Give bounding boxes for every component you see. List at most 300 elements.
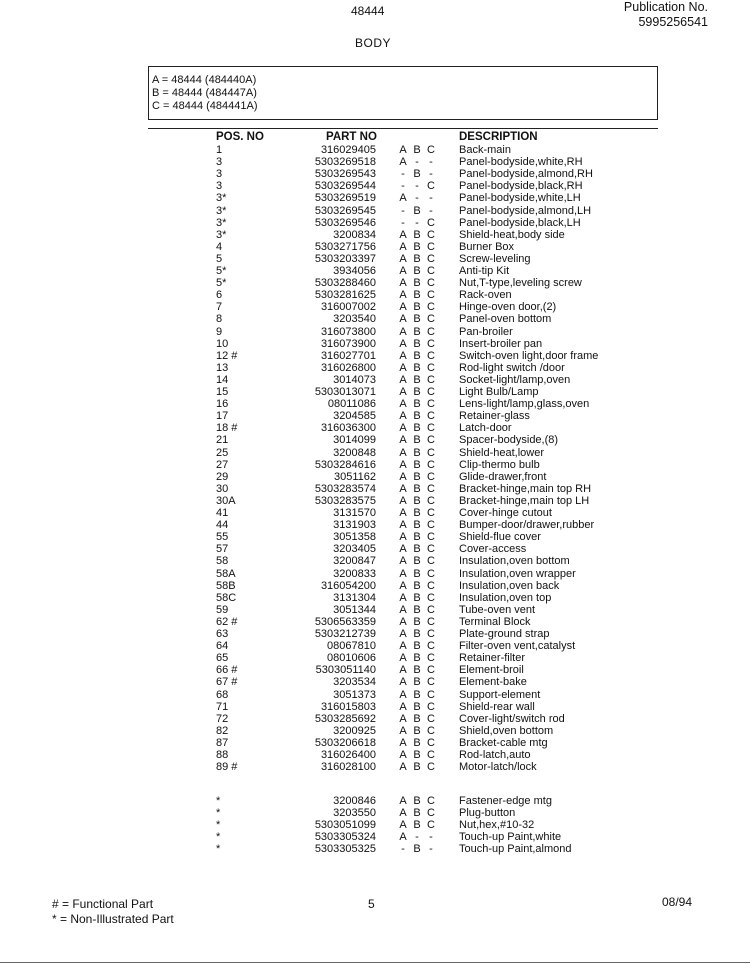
model-codes <box>396 229 440 241</box>
part-description: Insulation,oven wrapper <box>459 567 576 580</box>
part-description: Filter-oven vent,catalyst <box>459 640 576 653</box>
table-row <box>0 519 750 531</box>
part-number: 5303269543 <box>314 168 376 181</box>
part-number: 5303269545 <box>314 204 376 217</box>
model-code-a: A <box>399 531 407 544</box>
part-description: Shield-heat,lower <box>459 446 544 459</box>
column-header-pos: POS. NO <box>216 131 264 143</box>
part-number: 5303269518 <box>314 156 376 169</box>
part-number: 5306563359 <box>314 615 376 628</box>
position-number: 8 <box>216 313 223 326</box>
model-code-c: C <box>427 543 435 556</box>
model-code-a: A <box>399 252 407 265</box>
model-code-b: B <box>413 458 421 471</box>
model-code-a: A <box>399 337 407 350</box>
model-code-c: C <box>427 216 435 229</box>
model-code-b: B <box>413 228 421 241</box>
part-number: 3203540 <box>333 313 376 326</box>
part-number: 3131570 <box>333 507 376 519</box>
model-codes <box>396 652 440 664</box>
part-description: Plug-button <box>459 807 516 820</box>
model-code-b: B <box>413 688 421 701</box>
part-number: 5303013071 <box>314 386 376 398</box>
part-number: 316027701 <box>320 349 376 362</box>
part-number: 3200848 <box>333 446 376 459</box>
part-description: Screw-leveling <box>459 252 531 265</box>
model-code-b: B <box>413 265 421 277</box>
model-codes <box>396 362 440 374</box>
part-number: 3200834 <box>333 228 376 241</box>
model-legend-line: C = 48444 (484441A) <box>152 100 258 112</box>
position-number: 68 <box>216 688 229 701</box>
table-row <box>0 713 750 725</box>
part-description: Bracket-hinge,main top RH <box>459 482 592 495</box>
model-code-b: B <box>413 240 421 253</box>
model-code-b: B <box>413 531 421 544</box>
column-header-part: PART NO <box>326 131 377 143</box>
model-code-b: B <box>413 410 421 423</box>
part-number: 5303283575 <box>314 494 376 507</box>
part-number: 5303212739 <box>314 628 376 640</box>
part-number: 5303281625 <box>314 289 376 302</box>
model-code-b: B <box>413 289 421 302</box>
model-codes <box>396 180 440 192</box>
model-code-c: C <box>427 301 435 314</box>
model-codes <box>396 604 440 616</box>
model-code-c: C <box>427 724 435 737</box>
part-description: Spacer-bodyside,(8) <box>459 434 559 447</box>
model-code-b: B <box>413 144 421 156</box>
table-row <box>0 807 750 819</box>
part-number: 5303284616 <box>314 458 376 471</box>
model-code-a: A <box>399 543 407 556</box>
model-code-b: B <box>413 676 421 689</box>
position-number: * <box>216 819 221 832</box>
table-row <box>0 495 750 507</box>
model-code-c: C <box>427 325 435 338</box>
model-code-a: A <box>399 749 407 761</box>
table-row <box>0 180 750 192</box>
part-description: Insulation,oven top <box>459 591 552 604</box>
position-number: 58 <box>216 555 229 568</box>
model-codes <box>396 386 440 398</box>
position-number: 3 <box>216 156 223 169</box>
part-description: Bracket-cable mtg <box>459 736 548 749</box>
model-code-b: B <box>413 301 421 314</box>
model-code-c: C <box>427 494 435 507</box>
part-number: 3051373 <box>333 688 376 701</box>
table-row <box>0 459 750 471</box>
table-row <box>0 313 750 325</box>
part-description: Latch-door <box>459 422 512 435</box>
model-code-a: A <box>399 712 407 725</box>
table-row <box>0 761 750 773</box>
model-legend-line: A = 48444 (484440A) <box>152 74 257 86</box>
model-codes <box>396 664 440 676</box>
model-code-a: A <box>399 373 407 386</box>
table-row <box>0 580 750 592</box>
model-code-c: C <box>427 361 435 374</box>
model-code-c: C <box>427 410 435 423</box>
model-code-c: C <box>427 398 435 411</box>
model-code-b: B <box>413 628 421 640</box>
part-description: Tube-oven vent <box>459 603 536 616</box>
part-number: 5303285692 <box>314 712 376 725</box>
model-code-a: A <box>399 652 407 665</box>
model-codes <box>396 507 440 519</box>
part-description: Anti-tip Kit <box>459 265 510 277</box>
part-description: Back-main <box>459 144 511 156</box>
model-legend-box <box>148 66 658 120</box>
position-number: 59 <box>216 603 229 616</box>
position-number: 5 <box>216 252 223 265</box>
model-code-a: A <box>399 398 407 411</box>
table-top-rule <box>148 128 658 129</box>
model-legend-line: B = 48444 (484447A) <box>152 87 257 99</box>
table-row <box>0 652 750 664</box>
model-code-a: A <box>399 579 407 592</box>
model-code-a: A <box>399 567 407 580</box>
part-description: Bumper-door/drawer,rubber <box>459 519 595 532</box>
model-codes <box>396 628 440 640</box>
part-number: 316026400 <box>320 749 376 761</box>
model-codes <box>396 543 440 555</box>
model-codes <box>396 689 440 701</box>
table-row <box>0 192 750 204</box>
model-code-c: C <box>427 337 435 350</box>
model-codes <box>396 580 440 592</box>
position-number: 25 <box>216 446 229 459</box>
model-code-b: B <box>413 603 421 616</box>
part-description: Support-element <box>459 688 541 701</box>
part-number: 3014099 <box>333 434 376 447</box>
part-number: 3051344 <box>333 603 376 616</box>
model-code-b: B <box>413 446 421 459</box>
part-description: Nut,hex,#10-32 <box>459 819 535 832</box>
model-code-a: A <box>399 410 407 423</box>
position-number: 6 <box>216 289 223 302</box>
table-row <box>0 592 750 604</box>
model-code-c: - <box>429 156 433 169</box>
part-number: 5303283574 <box>314 482 376 495</box>
model-code-a: A <box>399 386 407 398</box>
position-number: 41 <box>216 507 229 519</box>
model-code-a: A <box>399 240 407 253</box>
model-code-a: A <box>399 422 407 435</box>
table-row <box>0 737 750 749</box>
model-code-c: C <box>427 458 435 471</box>
part-description: Rod-light switch /door <box>459 361 565 374</box>
section-title: BODY <box>355 36 392 50</box>
model-codes <box>396 301 440 313</box>
part-description: Rack-oven <box>459 289 512 302</box>
position-number: 18 # <box>216 422 238 435</box>
table-row <box>0 568 750 580</box>
table-row <box>0 725 750 737</box>
part-description: Socket-light/lamp,oven <box>459 373 571 386</box>
table-row <box>0 749 750 761</box>
table-row <box>0 555 750 567</box>
part-description: Shield-flue cover <box>459 531 541 544</box>
position-number: 67 # <box>216 676 238 689</box>
position-number: 55 <box>216 531 229 544</box>
position-number: 3 <box>216 180 223 193</box>
model-code-c: C <box>427 422 435 435</box>
model-code-a: A <box>399 265 407 277</box>
model-codes <box>396 422 440 434</box>
position-number: 29 <box>216 470 229 483</box>
model-codes <box>396 398 440 410</box>
model-code-a: A <box>399 349 407 362</box>
table-row <box>0 410 750 422</box>
part-number: 316029405 <box>320 144 376 156</box>
position-number: 64 <box>216 640 229 653</box>
position-number: 44 <box>216 519 229 532</box>
model-code-b: B <box>413 361 421 374</box>
part-description: Element-bake <box>459 676 527 689</box>
model-code-a: A <box>399 724 407 737</box>
model-codes <box>396 713 440 725</box>
position-number: 3* <box>216 216 227 229</box>
model-number: 48444 <box>351 4 385 18</box>
model-code-c: C <box>427 349 435 362</box>
table-row <box>0 386 750 398</box>
model-code-b: B <box>413 313 421 326</box>
part-description: Touch-up Paint,almond <box>459 843 572 856</box>
part-description: Rod-latch,auto <box>459 749 531 761</box>
model-code-c: C <box>427 736 435 749</box>
model-code-c: C <box>427 591 435 604</box>
model-codes <box>396 807 440 819</box>
table-row <box>0 843 750 855</box>
model-codes <box>396 277 440 289</box>
position-number: 5* <box>216 265 227 277</box>
model-codes <box>396 350 440 362</box>
model-codes <box>396 144 440 156</box>
position-number: 4 <box>216 240 223 253</box>
model-code-a: - <box>401 168 405 181</box>
part-description: Insulation,oven back <box>459 579 560 592</box>
model-code-c: C <box>427 640 435 653</box>
model-code-c: C <box>427 615 435 628</box>
position-number: 30 <box>216 482 229 495</box>
model-code-a: - <box>401 216 405 229</box>
model-code-a: A <box>399 482 407 495</box>
model-codes <box>396 156 440 168</box>
part-description: Terminal Block <box>459 615 531 628</box>
model-code-b: - <box>415 192 419 205</box>
table-row <box>0 628 750 640</box>
model-code-a: A <box>399 507 407 519</box>
model-code-b: B <box>413 277 421 290</box>
part-description: Retainer-glass <box>459 410 530 423</box>
model-code-b: B <box>413 749 421 761</box>
position-number: 65 <box>216 652 229 665</box>
model-code-b: B <box>413 555 421 568</box>
model-code-b: B <box>413 579 421 592</box>
model-codes <box>396 168 440 180</box>
position-number: 3* <box>216 204 227 217</box>
part-description: Shield,oven bottom <box>459 724 554 737</box>
table-row <box>0 831 750 843</box>
model-code-c: C <box>427 700 435 713</box>
model-codes <box>396 676 440 688</box>
model-code-c: - <box>429 843 433 856</box>
model-code-b: - <box>415 156 419 169</box>
position-number: * <box>216 795 221 807</box>
position-number: 63 <box>216 628 229 640</box>
model-codes <box>396 205 440 217</box>
model-codes <box>396 313 440 325</box>
part-number: 5303305325 <box>314 843 376 856</box>
model-code-c: C <box>427 373 435 386</box>
model-code-a: A <box>399 795 407 807</box>
model-code-b: - <box>415 180 419 193</box>
model-code-b: B <box>413 819 421 832</box>
table-row <box>0 265 750 277</box>
table-row <box>0 483 750 495</box>
model-code-a: A <box>399 228 407 241</box>
part-description: Switch-oven light,door frame <box>459 349 599 362</box>
model-codes <box>396 831 440 843</box>
model-code-a: A <box>399 628 407 640</box>
part-description: Panel-bodyside,black,RH <box>459 180 583 193</box>
model-code-c: C <box>427 228 435 241</box>
model-code-b: B <box>413 422 421 435</box>
model-code-a: A <box>399 615 407 628</box>
part-description: Hinge-oven door,(2) <box>459 301 557 314</box>
model-code-c: C <box>427 240 435 253</box>
table-row <box>0 664 750 676</box>
model-code-a: - <box>401 180 405 193</box>
table-row <box>0 168 750 180</box>
model-codes <box>396 568 440 580</box>
part-number: 3200925 <box>333 724 376 737</box>
part-description: Cover-hinge cutout <box>459 507 552 519</box>
part-description: Plate-ground strap <box>459 628 550 640</box>
model-code-b: B <box>413 204 421 217</box>
model-code-c: - <box>429 168 433 181</box>
part-number: 5303269546 <box>314 216 376 229</box>
model-code-a: A <box>399 192 407 205</box>
part-number: 316054200 <box>320 579 376 592</box>
position-number: 58C <box>216 591 237 604</box>
part-description: Panel-bodyside,white,RH <box>459 156 583 169</box>
model-codes <box>396 640 440 652</box>
part-number: 3934056 <box>333 265 376 277</box>
model-code-a: A <box>399 807 407 820</box>
position-number: 27 <box>216 458 229 471</box>
model-codes <box>396 592 440 604</box>
model-code-b: B <box>413 615 421 628</box>
table-row <box>0 471 750 483</box>
position-number: * <box>216 807 221 820</box>
model-codes <box>396 471 440 483</box>
model-code-a: - <box>401 843 405 856</box>
part-number: 316028100 <box>320 761 376 774</box>
model-code-c: - <box>429 204 433 217</box>
model-codes <box>396 374 440 386</box>
model-code-b: B <box>413 761 421 774</box>
model-code-c: C <box>427 603 435 616</box>
table-row <box>0 217 750 229</box>
table-row <box>0 543 750 555</box>
model-codes <box>396 289 440 301</box>
model-code-b: B <box>413 252 421 265</box>
part-description: Shield-rear wall <box>459 700 535 713</box>
model-code-b: B <box>413 795 421 807</box>
part-description: Cover-light/switch rod <box>459 712 565 725</box>
model-code-a: A <box>399 700 407 713</box>
part-number: 3051358 <box>333 531 376 544</box>
model-code-b: B <box>413 843 421 856</box>
part-description: Bracket-hinge,main top LH <box>459 494 590 507</box>
model-code-a: A <box>399 761 407 774</box>
part-number: 5303269519 <box>314 192 376 205</box>
position-number: 13 <box>216 361 229 374</box>
model-code-b: B <box>413 494 421 507</box>
part-description: Panel-bodyside,black,LH <box>459 216 581 229</box>
model-code-a: A <box>399 277 407 290</box>
part-description: Insulation,oven bottom <box>459 555 570 568</box>
position-number: 12 # <box>216 349 238 362</box>
part-number: 3131304 <box>333 591 376 604</box>
publication-date: 08/94 <box>662 895 693 909</box>
position-number: 57 <box>216 543 229 556</box>
model-codes <box>396 447 440 459</box>
model-code-c: C <box>427 470 435 483</box>
model-code-a: A <box>399 156 407 169</box>
model-code-c: C <box>427 555 435 568</box>
model-codes <box>396 217 440 229</box>
table-row <box>0 144 750 156</box>
position-number: 66 # <box>216 664 238 677</box>
table-row <box>0 640 750 652</box>
table-row <box>0 819 750 831</box>
model-codes <box>396 519 440 531</box>
table-row <box>0 205 750 217</box>
part-description: Fastener-edge mtg <box>459 795 552 807</box>
position-number: 7 <box>216 301 223 314</box>
model-code-b: B <box>413 386 421 398</box>
model-code-b: B <box>413 652 421 665</box>
model-code-a: A <box>399 434 407 447</box>
model-code-c: C <box>427 676 435 689</box>
position-number: 3* <box>216 192 227 205</box>
part-description: Panel-bodyside,almond,RH <box>459 168 593 181</box>
model-codes <box>396 434 440 446</box>
position-number: 9 <box>216 325 223 338</box>
model-code-b: B <box>413 398 421 411</box>
model-code-c: C <box>427 712 435 725</box>
model-code-c: C <box>427 507 435 519</box>
position-number: * <box>216 831 221 844</box>
model-code-a: A <box>399 676 407 689</box>
model-code-a: A <box>399 640 407 653</box>
position-number: 1 <box>216 144 223 156</box>
model-code-a: A <box>399 446 407 459</box>
publication-number: 5995256541 <box>638 15 708 29</box>
model-code-a: A <box>399 301 407 314</box>
model-codes <box>396 253 440 265</box>
model-code-c: C <box>427 531 435 544</box>
part-number: 316026800 <box>320 361 376 374</box>
part-number: 3014073 <box>333 373 376 386</box>
part-number: 3200833 <box>333 567 376 580</box>
model-code-b: B <box>413 168 421 181</box>
model-code-c: C <box>427 652 435 665</box>
model-code-b: B <box>413 482 421 495</box>
